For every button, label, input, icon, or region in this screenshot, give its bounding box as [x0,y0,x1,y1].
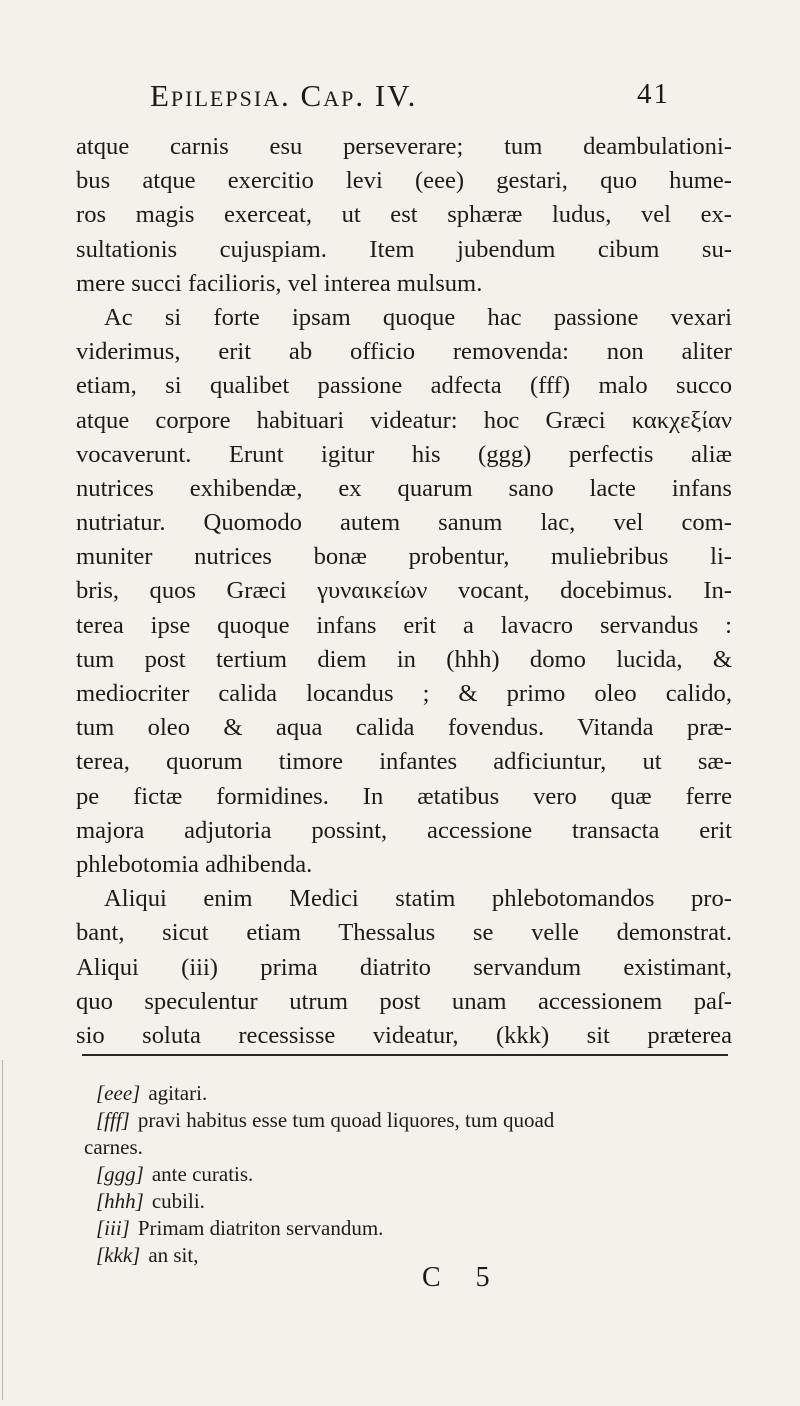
text-line: vocaverunt. Erunt igitur his (ggg) perfectis aliæ [76,440,732,468]
footnote-text: carnes. [84,1135,143,1159]
text-line: nutrices exhibendæ, ex quarum sano lacte infans [76,474,732,502]
footnote-mark: [eee] [96,1081,141,1105]
text-line: tum oleo & aqua calida fovendus. Vitanda præ- [76,714,732,742]
footnote-mark: [ggg] [96,1162,144,1186]
footnotes [84,1080,736,1269]
footnote-text: pravi habitus esse tum quoad liquores, tum quoad [137,1108,555,1132]
text-line: atque corpore habituari videatur: hoc Græci κακχεξίαν [76,406,732,434]
text-line: Aliqui enim Medici statim phlebotomandos pro- [104,885,732,913]
text-line: muniter nutrices bonæ probentur, muliebribus li- [76,543,732,571]
signature-mark: C 5 [422,1262,504,1293]
text-line: phlebotomia adhibenda. [76,850,313,878]
text-line: Ac si forte ipsam quoque hac passione vexari [104,303,732,331]
text-line: mere succi facilioris, vel interea mulsum. [76,269,483,297]
running-header [150,78,670,122]
footnote-text: an sit, [148,1243,199,1267]
text-line: majora adjutoria possint, accessione transacta erit [76,816,732,844]
footnote-divider [82,1054,728,1056]
footnote [96,1215,736,1242]
footnote-mark: [iii] [96,1216,130,1240]
text-line: bant, sicut etiam Thessalus se velle demonstrat. [76,919,732,947]
footnote-text: Primam diatriton servandum. [137,1216,384,1240]
footnote [96,1188,736,1215]
footnote [96,1107,736,1134]
footnote-mark: [fff] [96,1108,130,1132]
page-edge-line [2,1060,3,1400]
text-line: tum post tertium diem in (hhh) domo lucida, & [76,645,732,673]
footnote-text: cubili. [151,1189,205,1213]
text-line: viderimus, erit ab officio removenda: non aliter [76,338,732,366]
footnote-mark: [kkk] [96,1243,141,1267]
text-line: sio soluta recessisse videatur, (kkk) sit præterea [76,1021,732,1049]
text-line: atque carnis esu perseverare; tum deambulationi- [76,133,732,160]
text-line: mediocriter calida locandus ; & primo oleo calido, [76,680,732,707]
page-number: 41 [637,78,670,110]
text-line: etiam, si qualibet passione adfecta (fff) malo succo [76,372,732,400]
footnote-mark: [hhh] [96,1189,144,1213]
footnote-text: ante curatis. [151,1162,254,1186]
text-line: terea ipse quoque infans erit a lavacro servandus : [76,611,732,639]
text-line: pe fictæ formidines. In ætatibus vero quæ ferre [76,782,732,810]
text-line: bus atque exercitio levi (eee) gestari, quo hume- [76,167,732,195]
text-line: Aliqui (iii) prima diatrito servandum existimant, [76,953,732,981]
footnote [96,1161,736,1188]
text-line: ros magis exerceat, ut est sphæræ ludus, vel ex- [76,201,732,229]
text-line: nutriatur. Quomodo autem sanum lac, vel com- [76,509,732,537]
footnote [96,1242,736,1269]
text-line: quo speculentur utrum post unam accessionem paſ- [76,987,732,1015]
footnote-text: agitari. [148,1081,208,1105]
text-line: sultationis cujuspiam. Item jubendum cibum su- [76,235,732,263]
main-text [76,130,732,1053]
text-line: terea, quorum timore infantes adficiuntur, ut sæ- [76,748,732,776]
running-title: Epilepsia. Cap. IV. [150,78,418,113]
footnote [96,1080,736,1107]
text-line: bris, quos Græci γυναικείων vocant, docebimus. In- [76,577,732,605]
footnote [84,1134,736,1161]
